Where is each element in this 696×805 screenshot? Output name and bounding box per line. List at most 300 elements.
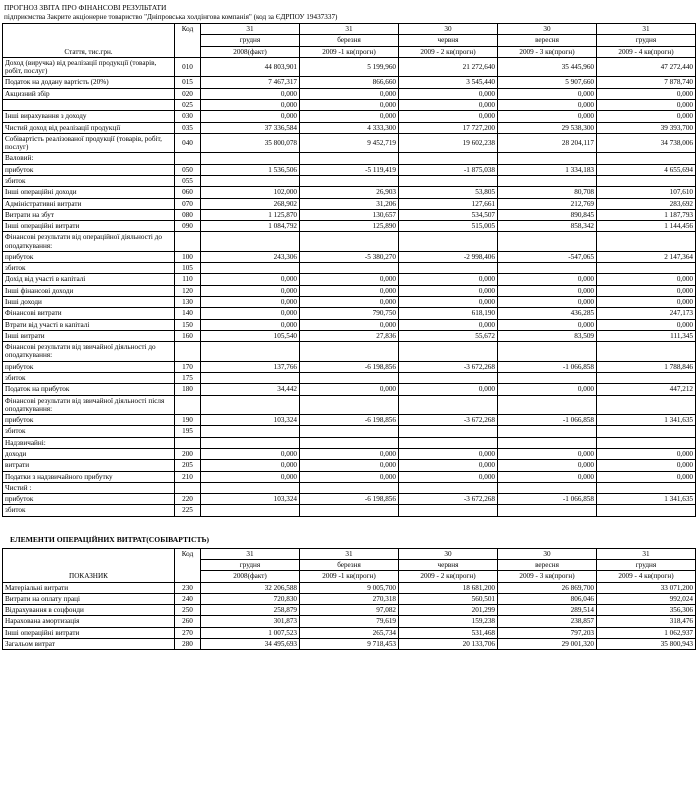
row-value-2: 618,190 xyxy=(399,308,498,319)
column-header-day-0: 31 xyxy=(201,548,300,559)
column-header-code: Код xyxy=(175,24,201,58)
row-code: 170 xyxy=(175,361,201,372)
row-value-1 xyxy=(300,426,399,437)
row-value-3: 1 334,183 xyxy=(498,164,597,175)
row-value-3 xyxy=(498,426,597,437)
table-row xyxy=(3,57,696,77)
row-value-4: 0,000 xyxy=(597,88,696,99)
row-value-0: 0,000 xyxy=(201,460,300,471)
row-value-0: 0,000 xyxy=(201,448,300,459)
row-value-2: 531,468 xyxy=(399,627,498,638)
row-value-0: 0,000 xyxy=(201,274,300,285)
table-row xyxy=(3,122,696,133)
row-value-2 xyxy=(399,426,498,437)
table-row xyxy=(3,297,696,308)
row-value-1: 0,000 xyxy=(300,285,399,296)
row-value-2 xyxy=(399,482,498,493)
row-value-4: 1 341,635 xyxy=(597,494,696,505)
row-label: Надзвичайні: xyxy=(3,437,175,448)
row-label: Інші фінансові доходи xyxy=(3,285,175,296)
row-value-3: 289,514 xyxy=(498,605,597,616)
row-value-4: 107,610 xyxy=(597,187,696,198)
row-value-1: -6 198,856 xyxy=(300,415,399,426)
row-value-3: 238,857 xyxy=(498,616,597,627)
row-value-0: 1 125,870 xyxy=(201,209,300,220)
row-code: 110 xyxy=(175,274,201,285)
row-value-2: 0,000 xyxy=(399,297,498,308)
table-row xyxy=(3,221,696,232)
row-value-4 xyxy=(597,373,696,384)
row-value-0: 0,000 xyxy=(201,88,300,99)
row-value-0: 103,324 xyxy=(201,494,300,505)
row-value-2: 0,000 xyxy=(399,384,498,395)
row-value-2: 0,000 xyxy=(399,111,498,122)
row-code: 210 xyxy=(175,471,201,482)
row-value-4: 2 147,364 xyxy=(597,251,696,262)
row-value-3: -1 066,858 xyxy=(498,494,597,505)
row-value-3: 80,708 xyxy=(498,187,597,198)
row-value-1: 265,734 xyxy=(300,627,399,638)
row-value-1: 0,000 xyxy=(300,99,399,110)
row-value-3: 858,342 xyxy=(498,221,597,232)
row-value-2: 0,000 xyxy=(399,274,498,285)
row-value-1: -5 119,419 xyxy=(300,164,399,175)
row-code xyxy=(175,395,201,415)
row-value-2: 3 545,440 xyxy=(399,77,498,88)
row-value-4: 1 341,635 xyxy=(597,415,696,426)
row-label xyxy=(3,99,175,110)
table-row xyxy=(3,373,696,384)
row-value-1: 790,750 xyxy=(300,308,399,319)
table-row xyxy=(3,505,696,516)
row-label: Загальом витрат xyxy=(3,638,175,649)
row-value-3 xyxy=(498,505,597,516)
row-label: збиток xyxy=(3,426,175,437)
column-header-period-2: 2009 - 2 кв(прогн) xyxy=(399,46,498,57)
row-label: Чистий доход від реалізації продукції xyxy=(3,122,175,133)
row-value-0: 0,000 xyxy=(201,111,300,122)
row-value-0: 0,000 xyxy=(201,285,300,296)
row-value-3: 0,000 xyxy=(498,460,597,471)
row-value-4 xyxy=(597,153,696,164)
table-row xyxy=(3,232,696,252)
row-value-4: 4 655,694 xyxy=(597,164,696,175)
row-value-3: 0,000 xyxy=(498,111,597,122)
row-code: 205 xyxy=(175,460,201,471)
column-header-day-3: 30 xyxy=(498,24,597,35)
row-value-1 xyxy=(300,153,399,164)
table-row xyxy=(3,627,696,638)
row-value-3: 890,845 xyxy=(498,209,597,220)
row-value-4: 0,000 xyxy=(597,285,696,296)
row-value-3: 83,509 xyxy=(498,330,597,341)
table-row xyxy=(3,582,696,593)
row-code: 035 xyxy=(175,122,201,133)
row-label: Інші операційні витрати xyxy=(3,221,175,232)
row-value-0: 44 803,901 xyxy=(201,57,300,77)
row-value-2: 515,005 xyxy=(399,221,498,232)
table-row xyxy=(3,605,696,616)
column-header-stub: ПОКАЗНИК xyxy=(3,548,175,582)
column-header-day-4: 31 xyxy=(597,548,696,559)
row-value-2: -1 875,038 xyxy=(399,164,498,175)
column-header-period-4: 2009 - 4 кв(прогн) xyxy=(597,571,696,582)
row-value-0 xyxy=(201,482,300,493)
column-header-code: Код xyxy=(175,548,201,582)
row-value-1: 270,318 xyxy=(300,593,399,604)
row-value-2 xyxy=(399,263,498,274)
table-row xyxy=(3,448,696,459)
row-value-3: 0,000 xyxy=(498,285,597,296)
row-label: Фінансові результати від звичайної діяльності після оподаткування: xyxy=(3,395,175,415)
table-row xyxy=(3,361,696,372)
row-value-0: 1 536,506 xyxy=(201,164,300,175)
row-value-3: -547,065 xyxy=(498,251,597,262)
column-header-day-2: 30 xyxy=(399,24,498,35)
row-value-1: 866,660 xyxy=(300,77,399,88)
table-row xyxy=(3,209,696,220)
row-value-4: 0,000 xyxy=(597,319,696,330)
column-header-month-0: грудня xyxy=(201,559,300,570)
row-value-1 xyxy=(300,232,399,252)
row-value-0: 0,000 xyxy=(201,99,300,110)
table-row xyxy=(3,99,696,110)
row-value-1: -5 380,270 xyxy=(300,251,399,262)
row-value-0: 301,873 xyxy=(201,616,300,627)
table-row xyxy=(3,164,696,175)
column-header-day-3: 30 xyxy=(498,548,597,559)
table-row xyxy=(3,593,696,604)
row-label: збиток xyxy=(3,373,175,384)
row-value-2: 0,000 xyxy=(399,99,498,110)
row-label: Витрати на збут xyxy=(3,209,175,220)
row-code: 140 xyxy=(175,308,201,319)
row-value-2: 0,000 xyxy=(399,448,498,459)
row-value-0: 268,902 xyxy=(201,198,300,209)
row-label: Відрахування в соцфонди xyxy=(3,605,175,616)
row-value-3 xyxy=(498,373,597,384)
row-code: 150 xyxy=(175,319,201,330)
row-label: Податки з надзвичайного прибутку xyxy=(3,471,175,482)
row-value-1: 5 199,960 xyxy=(300,57,399,77)
row-value-4 xyxy=(597,505,696,516)
row-code: 025 xyxy=(175,99,201,110)
row-value-0: 137,766 xyxy=(201,361,300,372)
row-value-2: 127,661 xyxy=(399,198,498,209)
row-value-2: 55,672 xyxy=(399,330,498,341)
row-value-1: 0,000 xyxy=(300,384,399,395)
row-value-4 xyxy=(597,426,696,437)
column-header-month-1: березня xyxy=(300,559,399,570)
row-code: 070 xyxy=(175,198,201,209)
row-value-3 xyxy=(498,263,597,274)
column-header-month-2: червня xyxy=(399,35,498,46)
row-value-2: 0,000 xyxy=(399,460,498,471)
row-value-3: 29 001,320 xyxy=(498,638,597,649)
row-label: Собівартість реалізованої продукції (товарів, робіт, послуг) xyxy=(3,133,175,153)
row-label: Інші доходи xyxy=(3,297,175,308)
row-value-4 xyxy=(597,482,696,493)
row-code: 015 xyxy=(175,77,201,88)
row-value-1 xyxy=(300,263,399,274)
row-code: 195 xyxy=(175,426,201,437)
row-code xyxy=(175,482,201,493)
row-code: 180 xyxy=(175,384,201,395)
row-value-4 xyxy=(597,342,696,362)
row-value-0: 0,000 xyxy=(201,297,300,308)
row-value-0 xyxy=(201,373,300,384)
table-row xyxy=(3,638,696,649)
row-label: Фінансові витрати xyxy=(3,308,175,319)
row-value-2: 560,501 xyxy=(399,593,498,604)
row-value-1: 9 718,453 xyxy=(300,638,399,649)
table-row xyxy=(3,616,696,627)
row-value-4: 247,173 xyxy=(597,308,696,319)
row-value-2 xyxy=(399,342,498,362)
row-value-1: 0,000 xyxy=(300,274,399,285)
row-label: Інші операційні доходи xyxy=(3,187,175,198)
row-value-4 xyxy=(597,395,696,415)
row-value-1: 9 452,719 xyxy=(300,133,399,153)
row-code: 200 xyxy=(175,448,201,459)
table-row xyxy=(3,77,696,88)
row-label: Витрати на оплату праці xyxy=(3,593,175,604)
operating-costs-table xyxy=(2,548,696,651)
row-label: прибуток xyxy=(3,361,175,372)
row-value-0: 258,879 xyxy=(201,605,300,616)
row-value-4 xyxy=(597,263,696,274)
row-value-2: 0,000 xyxy=(399,285,498,296)
row-value-1: 130,657 xyxy=(300,209,399,220)
row-value-2: 20 133,706 xyxy=(399,638,498,649)
row-value-0: 102,000 xyxy=(201,187,300,198)
row-code: 160 xyxy=(175,330,201,341)
row-code: 040 xyxy=(175,133,201,153)
row-label: витрати xyxy=(3,460,175,471)
table-row xyxy=(3,263,696,274)
table-row xyxy=(3,285,696,296)
row-code: 010 xyxy=(175,57,201,77)
row-value-3: 0,000 xyxy=(498,319,597,330)
table-row xyxy=(3,426,696,437)
row-value-4: 111,345 xyxy=(597,330,696,341)
row-value-0: 243,306 xyxy=(201,251,300,262)
row-label: прибуток xyxy=(3,251,175,262)
row-value-2: 18 681,200 xyxy=(399,582,498,593)
row-value-1: 97,082 xyxy=(300,605,399,616)
row-value-3: 0,000 xyxy=(498,99,597,110)
row-value-3 xyxy=(498,482,597,493)
row-code: 080 xyxy=(175,209,201,220)
row-value-4: 447,212 xyxy=(597,384,696,395)
row-value-1: 9 005,700 xyxy=(300,582,399,593)
document-subtitle: підприємства Закрите акціонерне товариство "Дніпровська холдінгова компанія" (код за ЄДРПОУ 19437337) xyxy=(4,13,338,21)
row-value-3 xyxy=(498,395,597,415)
row-label: Податок на прибуток xyxy=(3,384,175,395)
row-label: Матеріальні витрати xyxy=(3,582,175,593)
row-value-3: 0,000 xyxy=(498,471,597,482)
row-code: 220 xyxy=(175,494,201,505)
row-value-4 xyxy=(597,437,696,448)
row-value-3 xyxy=(498,232,597,252)
row-value-1: 0,000 xyxy=(300,88,399,99)
row-value-3 xyxy=(498,342,597,362)
row-code: 230 xyxy=(175,582,201,593)
table-row xyxy=(3,437,696,448)
row-value-3 xyxy=(498,175,597,186)
row-code: 050 xyxy=(175,164,201,175)
row-value-4: 1 062,937 xyxy=(597,627,696,638)
column-header-month-4: грудня xyxy=(597,559,696,570)
row-value-0 xyxy=(201,437,300,448)
row-value-4: 0,000 xyxy=(597,274,696,285)
table-row xyxy=(3,251,696,262)
row-value-3: 797,203 xyxy=(498,627,597,638)
row-value-3 xyxy=(498,437,597,448)
row-value-4: 47 272,440 xyxy=(597,57,696,77)
row-value-0: 0,000 xyxy=(201,471,300,482)
row-value-0: 1 084,792 xyxy=(201,221,300,232)
row-value-4: 0,000 xyxy=(597,448,696,459)
row-code: 260 xyxy=(175,616,201,627)
row-value-3: 26 869,700 xyxy=(498,582,597,593)
table-row xyxy=(3,153,696,164)
row-label: Інші витрати xyxy=(3,330,175,341)
row-value-1: -6 198,856 xyxy=(300,494,399,505)
row-label: Фінансові результати від операційної діяльності до оподаткування: xyxy=(3,232,175,252)
row-value-0 xyxy=(201,175,300,186)
column-header-period-3: 2009 - 3 кв(прогн) xyxy=(498,571,597,582)
row-value-3: 0,000 xyxy=(498,297,597,308)
row-value-1: 0,000 xyxy=(300,471,399,482)
table-row xyxy=(3,111,696,122)
row-value-4: 992,024 xyxy=(597,593,696,604)
row-value-2: 201,299 xyxy=(399,605,498,616)
table-header-row-day xyxy=(3,24,696,35)
row-value-2 xyxy=(399,175,498,186)
row-value-1: 26,903 xyxy=(300,187,399,198)
table-row xyxy=(3,342,696,362)
row-value-1: 4 333,300 xyxy=(300,122,399,133)
row-value-0: 37 336,584 xyxy=(201,122,300,133)
row-value-4: 7 878,740 xyxy=(597,77,696,88)
column-header-period-4: 2009 - 4 кв(прогн) xyxy=(597,46,696,57)
row-value-0: 34,442 xyxy=(201,384,300,395)
row-value-2 xyxy=(399,395,498,415)
row-value-4: 0,000 xyxy=(597,111,696,122)
row-value-3: 212,769 xyxy=(498,198,597,209)
row-value-0: 105,540 xyxy=(201,330,300,341)
row-value-3: 0,000 xyxy=(498,88,597,99)
table-row xyxy=(3,198,696,209)
row-value-0: 0,000 xyxy=(201,319,300,330)
column-header-period-0: 2008(факт) xyxy=(201,46,300,57)
row-value-4: 0,000 xyxy=(597,99,696,110)
row-value-1: 0,000 xyxy=(300,448,399,459)
row-value-3: 29 538,300 xyxy=(498,122,597,133)
row-value-3: 0,000 xyxy=(498,384,597,395)
column-header-month-4: грудня xyxy=(597,35,696,46)
row-value-0 xyxy=(201,153,300,164)
row-label: Інші вирахування з доходу xyxy=(3,111,175,122)
row-code: 105 xyxy=(175,263,201,274)
row-value-4: 1 144,456 xyxy=(597,221,696,232)
row-code: 030 xyxy=(175,111,201,122)
table-header-row-day xyxy=(3,548,696,559)
document-title: ПРОГНОЗ ЗВІТА ПРО ФІНАНСОВІ РЕЗУЛЬТАТИ xyxy=(4,3,167,12)
row-value-4: 0,000 xyxy=(597,471,696,482)
row-value-1 xyxy=(300,505,399,516)
row-value-0: 720,830 xyxy=(201,593,300,604)
row-value-1: 0,000 xyxy=(300,460,399,471)
row-value-1 xyxy=(300,482,399,493)
row-label: збиток xyxy=(3,263,175,274)
row-value-2: 17 727,200 xyxy=(399,122,498,133)
column-header-month-3: вересня xyxy=(498,35,597,46)
row-value-4 xyxy=(597,232,696,252)
column-header-day-2: 30 xyxy=(399,548,498,559)
row-value-1: 0,000 xyxy=(300,297,399,308)
table-row xyxy=(3,133,696,153)
row-code xyxy=(175,437,201,448)
row-value-3: -1 066,858 xyxy=(498,361,597,372)
table-row xyxy=(3,175,696,186)
row-label: Інші операційні витрати xyxy=(3,627,175,638)
row-code: 190 xyxy=(175,415,201,426)
row-value-3: 0,000 xyxy=(498,274,597,285)
row-label: Акцизний збір xyxy=(3,88,175,99)
table-row xyxy=(3,330,696,341)
row-value-2 xyxy=(399,373,498,384)
column-header-day-0: 31 xyxy=(201,24,300,35)
row-value-3: 28 204,117 xyxy=(498,133,597,153)
row-label: збиток xyxy=(3,175,175,186)
table-row xyxy=(3,395,696,415)
row-value-3 xyxy=(498,153,597,164)
row-value-1: -6 198,856 xyxy=(300,361,399,372)
row-label: Чистий : xyxy=(3,482,175,493)
row-value-0 xyxy=(201,395,300,415)
row-value-1: 125,890 xyxy=(300,221,399,232)
column-header-day-4: 31 xyxy=(597,24,696,35)
row-value-1 xyxy=(300,437,399,448)
row-value-1: 0,000 xyxy=(300,319,399,330)
row-value-4: 356,306 xyxy=(597,605,696,616)
row-code xyxy=(175,153,201,164)
column-header-period-0: 2008(факт) xyxy=(201,571,300,582)
section-spacer xyxy=(2,517,599,531)
row-value-3: 0,000 xyxy=(498,448,597,459)
table-row xyxy=(3,494,696,505)
column-header-period-1: 2009 -1 кв(прогн) xyxy=(300,571,399,582)
column-header-day-1: 31 xyxy=(300,24,399,35)
row-code: 130 xyxy=(175,297,201,308)
row-value-2: 0,000 xyxy=(399,88,498,99)
row-code: 120 xyxy=(175,285,201,296)
row-label: Адміністративні витрати xyxy=(3,198,175,209)
row-value-2: -3 672,268 xyxy=(399,415,498,426)
row-value-0: 35 800,078 xyxy=(201,133,300,153)
column-header-month-3: вересня xyxy=(498,559,597,570)
column-header-month-1: березня xyxy=(300,35,399,46)
row-code: 225 xyxy=(175,505,201,516)
row-value-2: -3 672,268 xyxy=(399,361,498,372)
row-label: прибуток xyxy=(3,164,175,175)
row-value-0 xyxy=(201,263,300,274)
row-label: прибуток xyxy=(3,494,175,505)
column-header-stub: Стаття, тис.грн. xyxy=(3,24,175,58)
row-value-4: 283,692 xyxy=(597,198,696,209)
